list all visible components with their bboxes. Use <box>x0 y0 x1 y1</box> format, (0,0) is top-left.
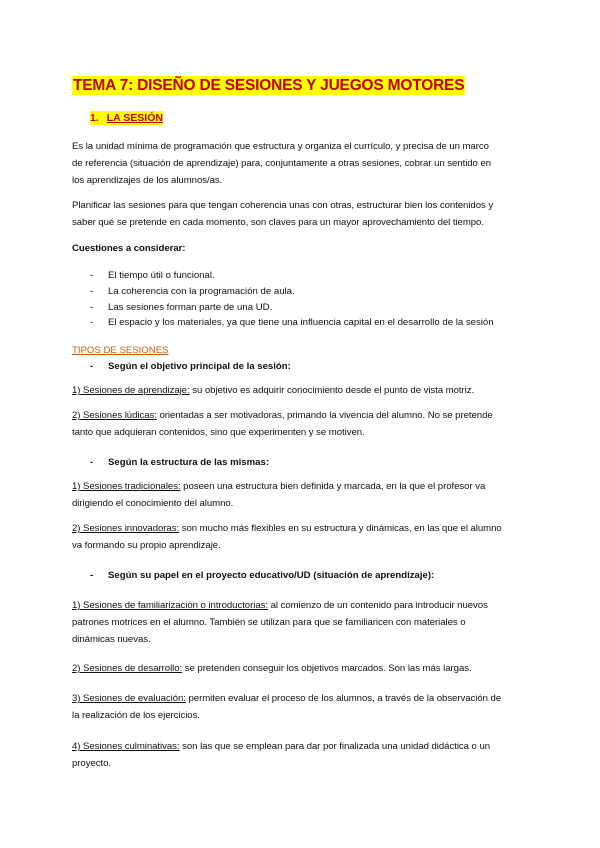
text-line: dirigiendo el conocimiento del alumno. <box>72 498 234 509</box>
session-culminativas <box>72 738 534 772</box>
section-heading-la-sesion <box>90 111 163 125</box>
session-term: 1) Sesiones tradicionales: <box>72 481 181 492</box>
text-line: Es la unidad mínima de programación que estructura y organiza el currículo, y precisa de un marco <box>72 141 489 152</box>
list-item: - El espacio y los materiales, ya que tiene una influencia capital en el desarrollo de la sesión <box>72 315 494 331</box>
cuestiones-list <box>72 268 494 331</box>
list-item: - Las sesiones forman parte de una UD. <box>72 300 494 316</box>
text-line: son las que se emplean para dar por finalizada una unidad didáctica o un <box>179 741 491 752</box>
text-line: poseen una estructura bien definida y marcada, en la que el profesor va <box>180 481 486 492</box>
session-innovadoras <box>72 520 534 554</box>
session-aprendizaje <box>72 382 534 399</box>
criterion-label: Según el objetivo principal de la sesión: <box>108 361 291 372</box>
text-line: permiten evaluar el proceso de los alumnos, a través de la observación de <box>185 693 502 704</box>
session-term: 2) Sesiones lúdicas: <box>72 410 157 421</box>
session-term: 1) Sesiones de aprendizaje: <box>72 385 190 396</box>
list-item: - El tiempo útil o funcional. <box>72 268 494 284</box>
paragraph-definition <box>72 138 534 189</box>
text-line: saber qué se pretende en cada momento, son claves para un mayor aprovechamiento del tiempo. <box>72 217 484 228</box>
session-ludicas <box>72 407 534 441</box>
session-evaluacion <box>72 690 534 724</box>
criterion-label: Según su papel en el proyecto educativo/UD (situación de aprendizaje): <box>108 570 435 581</box>
list-item: - La coherencia con la programación de aula. <box>72 284 494 300</box>
session-desarrollo <box>72 660 534 677</box>
session-term: 4) Sesiones culminativas: <box>72 741 180 752</box>
session-term: 1) Sesiones de familiarización o introductorias: <box>72 600 268 611</box>
cuestiones-heading: Cuestiones a considerar: <box>72 243 186 254</box>
tipos-heading: TIPOS DE SESIONES <box>72 345 169 356</box>
text-line: patrones motrices en el alumno. También se utilizan para que se familiaricen con materiales o <box>72 617 466 628</box>
session-tradicionales <box>72 478 534 512</box>
text-line: va formando su propio aprendizaje. <box>72 540 221 551</box>
text-line: la realización de los ejercicios. <box>72 710 200 721</box>
paragraph-planning <box>72 197 534 231</box>
text-line: orientadas a ser motivadoras, primando la vivencia del alumno. No se pretende <box>156 410 493 421</box>
criterion-estructura: - Según la estructura de las mismas: <box>90 457 270 468</box>
section-number: 1. <box>90 112 99 124</box>
text-line: tanto que adquieran contenidos, sino que experimenten y se motiven. <box>72 427 365 438</box>
text-line: los aprendizajes de los alumnos/as. <box>72 175 223 186</box>
text-line: de referencia (situación de aprendizaje) para, conjuntamente a otras sesiones, cobrar un sentido en <box>72 158 492 169</box>
text-line: Planificar las sesiones para que tengan coherencia unas con otras, estructurar bien los contenidos y <box>72 200 494 211</box>
text-line: son mucho más flexibles en su estructura y dinámicas, en las que el alumno <box>179 523 502 534</box>
criterion-objetivo: - Según el objetivo principal de la sesión: <box>90 361 291 372</box>
section-label: LA SESIÓN <box>106 112 163 124</box>
criterion-papel: - Según su papel en el proyecto educativo/UD (situación de aprendizaje): <box>90 570 435 581</box>
session-term: 2) Sesiones innovadoras: <box>72 523 180 534</box>
text-line: al comienzo de un contenido para introducir nuevos <box>267 600 488 611</box>
text-line: proyecto. <box>72 758 112 769</box>
text-line: dinámicas nuevas. <box>72 634 151 645</box>
session-familiarizacion <box>72 597 534 648</box>
text-line: su objetivo es adquirir conocimiento desde el punto de vista motriz. <box>189 385 475 396</box>
session-term: 3) Sesiones de evaluación: <box>72 693 186 704</box>
criterion-label: Según la estructura de las mismas: <box>108 457 270 468</box>
text-line: se pretenden conseguir los objetivos marcados. Son las más largas. <box>182 663 472 674</box>
page-title: TEMA 7: DISEÑO DE SESIONES Y JUEGOS MOTORES <box>73 77 465 94</box>
session-term: 2) Sesiones de desarrollo: <box>72 663 183 674</box>
